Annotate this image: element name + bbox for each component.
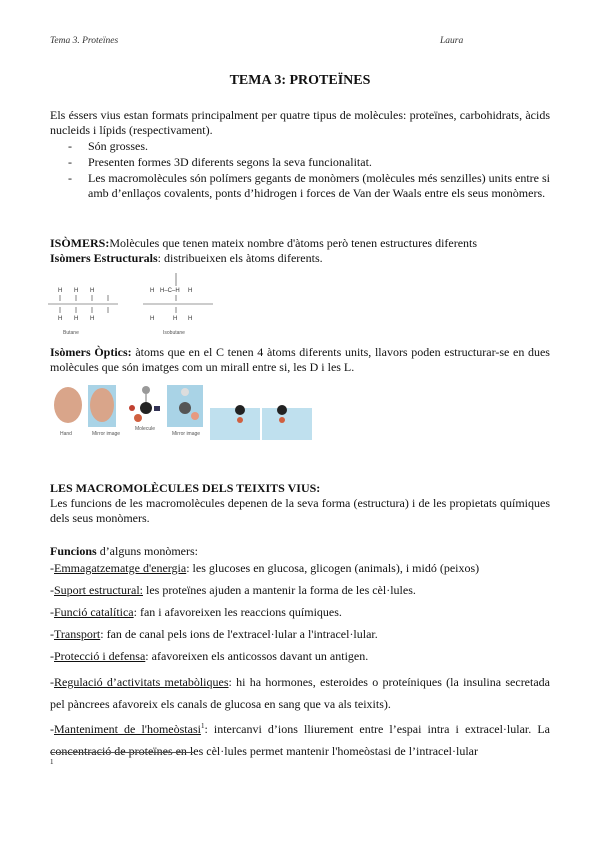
header-right: Laura: [440, 36, 464, 46]
bullet-item: - Són grosses.: [68, 139, 149, 153]
svg-text:H: H: [150, 316, 155, 322]
function-item: -Funció catalítica: fan i afavoreixen les reaccions químiques.: [50, 605, 342, 619]
svg-text:H: H: [188, 288, 193, 294]
function-item: -Manteniment de l'homeòstasi$^1$: intercanvi d’ions lliurement entre l’espai intra i extracel·lular. La concentració de proteïnes en les cèl·lules permet mantenir l'homeòstasi de l’intracel·lular: [50, 722, 550, 758]
function-item: -Protecció i defensa: afavoreixen els anticossos davant un antigen.: [50, 649, 369, 663]
svg-text:H: H: [90, 288, 95, 294]
footnote-ref: 1: [200, 722, 205, 730]
mirror-caption: Mirror image: [92, 431, 121, 437]
function-item: -Regulació d’activitats metabòliques: hi ha hormones, esteroides o proteíniques (la insulina secretada pel pàncrees afavoreix els canals de glucosa en sang que va als teixits).: [50, 675, 550, 711]
macromolecules-heading: LES MACROMOLÈCULES DELS TEIXITS VIUS:: [50, 481, 321, 495]
function-item: -Emmagatzematge d'energia: les glucoses en glucosa, glicogen (animals), i midó (peixos): [50, 561, 480, 575]
svg-text:H: H: [58, 288, 63, 294]
bullet-marker: -: [68, 155, 72, 169]
bullet-marker: -: [68, 139, 72, 153]
molecule-caption: Molecule: [135, 426, 156, 432]
svg-text:H: H: [150, 288, 155, 294]
function-item: -Transport: fan de canal pels ions de l'extracel·lular a l'intracel·lular.: [50, 627, 378, 641]
svg-text:H: H: [58, 316, 63, 322]
bullet-marker: -: [68, 171, 72, 185]
svg-text:H–C–H: H–C–H: [160, 288, 180, 294]
svg-text:H: H: [173, 316, 178, 322]
intro-paragraph: Els éssers vius estan formats principalment per quatre tipus de molècules: proteïnes, carbohidrats, àcids nucleids i lípids (respectivament).: [50, 108, 550, 137]
hand-image: [54, 387, 82, 423]
header-left: Tema 3. Proteïnes: [50, 36, 119, 46]
svg-text:H: H: [74, 288, 79, 294]
mirror-caption: Mirror image: [172, 431, 201, 437]
optical-isomers-figure: [50, 380, 330, 442]
function-item: -Suport estructural: les proteïnes ajuden a mantenir la forma de les cèl·lules.: [50, 583, 416, 597]
isomers-definition: ISÒMERS:Molècules que tenen mateix nombre d'àtoms però tenen estructures diferents: [50, 236, 478, 250]
butane-caption: Butane: [63, 330, 79, 336]
optical-isomers: Isòmers Òptics: àtoms que en el C tenen 4 àtoms diferents units, llavors poden estructurar-se en dues molècules que són imatges com un mirall entre si, les D i les L.: [50, 345, 550, 374]
macromolecules-paragraph: Les funcions de les macromolècules depenen de la seva forma (estructura) i de les propietats químiques dels seus monòmers.: [50, 496, 550, 525]
svg-text:H: H: [90, 316, 95, 322]
structural-isomers-figure: [48, 268, 238, 338]
footnote-number: 1: [50, 758, 54, 766]
bullet-item: - Les macromolècules són polímers gegants de monòmers (molècules més senzilles) units entre si amb d’enllaços covalents, ponts d’hidrogen i forces de Van der Waals entre els seus monòmers.: [68, 171, 550, 200]
hand-caption: Hand: [60, 431, 72, 437]
functions-intro: Funcions d’alguns monòmers:: [50, 544, 199, 558]
bullet-item: - Presenten formes 3D diferents segons la seva funcionalitat.: [68, 155, 372, 169]
svg-text:H: H: [188, 316, 193, 322]
structural-isomers: Isòmers Estructurals: distribueixen els àtoms diferents.: [50, 251, 323, 265]
isobutane-caption: Isobutane: [163, 330, 185, 336]
svg-text:H: H: [74, 316, 79, 322]
page-title: TEMA 3: PROTEÏNES: [229, 73, 371, 88]
footnote-separator: [50, 752, 195, 753]
